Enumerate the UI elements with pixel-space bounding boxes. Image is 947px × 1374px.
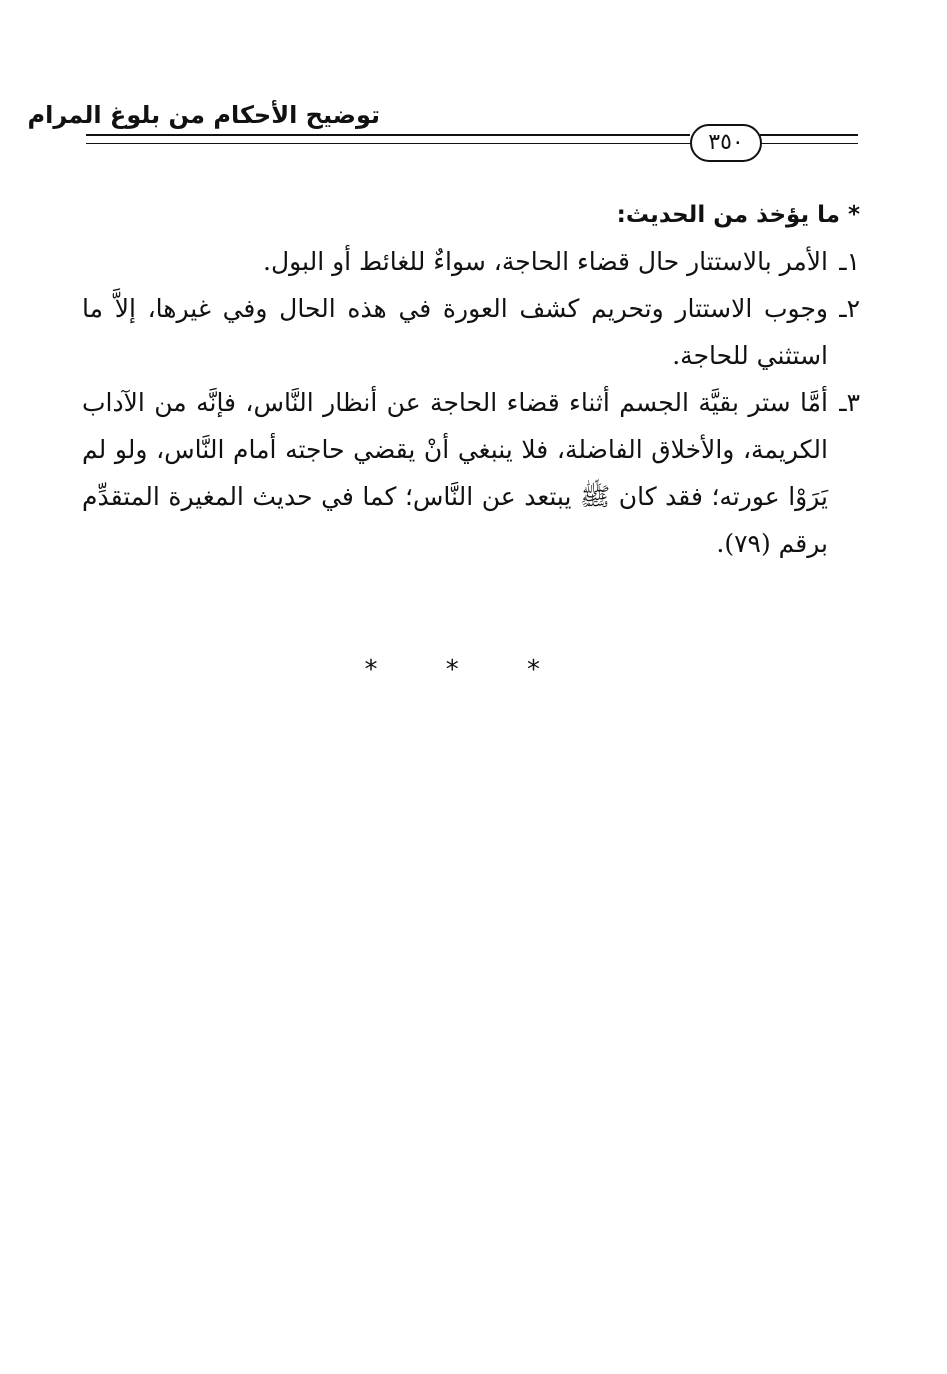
list-item [82, 285, 860, 379]
header-rule-left-bottom [86, 143, 690, 144]
header-rule-right-bottom [760, 143, 858, 144]
takeaways-section [82, 192, 860, 567]
page-number: ٣٥٠ [690, 124, 762, 162]
running-title: توضيح الأحكام من بلوغ المرام [27, 101, 380, 129]
list-item [82, 379, 860, 567]
header-rule-left-top [86, 134, 690, 136]
list-item [82, 238, 860, 285]
list-item-number: ٣ـ [839, 388, 860, 417]
list-item-number: ١ـ [839, 247, 860, 276]
list-item-text: أمَّا ستر بقيَّة الجسم أثناء قضاء الحاجة عن أنظار النَّاس، فإنَّه من الآداب الكريمة، والأخلاق الفاضلة، فلا ينبغي أنْ يقضي حاجته أمام النَّاس، ولو لم يَرَوْا عورته؛ فقد كان ﷺ يبتعد عن النَّاس؛ كما في حديث المغيرة المتقدِّم برقم (٧٩). [82, 388, 828, 558]
section-heading: * ما يؤخذ من الحديث: [616, 202, 860, 228]
section-divider-stars: * * * [364, 655, 570, 685]
list-item-text: وجوب الاستتار وتحريم كشف العورة في هذه الحال وفي غيرها، إلاَّ ما استثني للحاجة. [82, 294, 828, 370]
list-item-number: ٢ـ [839, 294, 860, 323]
list-item-text: الأمر بالاستتار حال قضاء الحاجة، سواءٌ للغائط أو البول. [263, 247, 828, 276]
header-rule-right-top [760, 134, 858, 136]
